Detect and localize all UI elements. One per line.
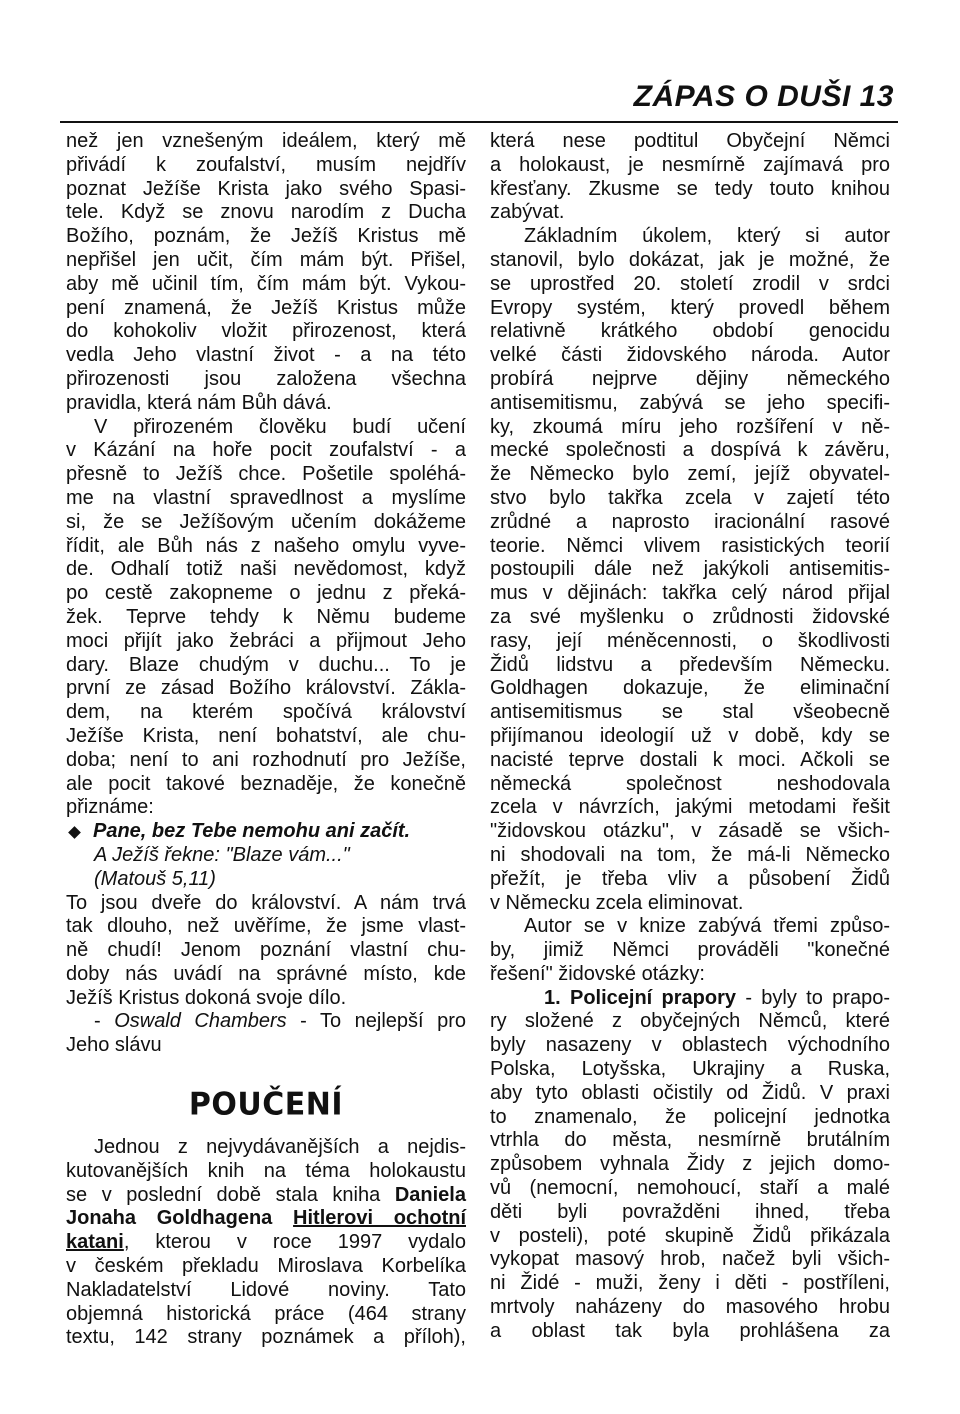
text-line: zrůdné a naprosto iracionální rasové [490,510,890,533]
text-line: teorie. Němci vlivem rasistických teorií [490,534,890,557]
text-line: mrtvoly naházeny do masového hrobu [490,1296,890,1319]
right-paragraph-1 [490,130,890,225]
text-line: vedla Jeho vlastní život - a na této [66,344,466,367]
text-line: řídit, ale Bůh nás z našeho omylu vyve- [66,534,466,557]
right-paragraph-2 [490,225,890,915]
text-line: byly nasazeny v oblastech východního [490,1034,890,1057]
text-line: pravidla, která nám Bůh dává. [66,391,332,414]
text-line: "židovskou otázku", v zásadě se všich- [490,820,890,843]
text-line: přirozenosti jsou založena všechna [66,367,466,390]
text-line: ni shodovali na tom, že má-li Německo [490,843,890,866]
text-line: to znamenalo, že policejní jednotka [490,1105,890,1128]
attribution-line [66,1010,466,1034]
text-line: v českém překladu Miroslava Korbelíka [66,1255,466,1278]
text-line: poznat Ježíše Krista jako svého Spasi- [66,177,466,200]
book-title: katani [66,1231,124,1254]
bullet-text: Pane, bez Tebe nemohu ani začít. [93,820,411,843]
text-line: než jen vznešeným ideálem, který mě [66,130,466,152]
text-line: rasy, její méněcennosti, o škodlivosti [490,629,890,652]
quote-line: A Ježíš řekne: "Blaze vám..." [94,843,350,866]
text-line: ry složené z obyčejných Němců, které [490,1010,890,1033]
text-line: pení znamená, že Ježíš Kristus může [66,296,466,319]
text-line: vů (nemocní, nemohoucí, staří a malé [490,1177,890,1200]
text-line: a oblast tak byla prohlášena za [490,1319,890,1342]
text-line: dary. Blaze chudým v duchu... To je [66,653,466,676]
text-line: první ze zásad Božího království. Zákla- [66,677,466,700]
text-line: ně chudí! Jenom poznání vlastní chu- [66,939,466,962]
text-line: zcela v návrzích, jakými metodami řešit [490,796,890,819]
right-paragraph-4 [490,987,890,1344]
text-line: vtrhla do města, nesmírně brutálním [490,1129,890,1152]
text-line [490,987,890,1011]
attribution-line-2: Jeho slávu [66,1034,162,1057]
section-title: POUČENÍ [188,1086,344,1123]
text-line: do kohokoliv vložit přirozenost, která [66,320,466,343]
text-line: a holokaust, je nesmírně zajímavá pro [490,153,890,176]
text-line: dem, na kterém spočívá království [66,701,466,724]
text-line: antisemitismus se stal všeobecně [490,701,890,724]
book-title: Hitlerovi ochotní [293,1207,466,1230]
text-run: , kterou v roce 1997 vydalo [123,1231,466,1254]
text-line: přijímanou ideologií už v době, kdy se [490,724,890,747]
text-line: Ježíš Kristus dokoná svoje dílo. [66,986,347,1009]
text-line: doba; není to ani rozhodnutí pro Ježíše, [66,748,466,771]
header-rule [60,121,898,123]
attribution [66,1010,466,1058]
book-author: Daniela [394,1183,466,1206]
text-line: antisemitismu, zabývá se jeho specifi- [490,391,890,414]
text-line: Božího, poznám, že Ježíš Kristus mě [66,225,466,248]
text-line: přežít, je třeba vliv a působení Židů [490,867,890,890]
text-line: tele. Když se znovu narodím z Ducha [66,201,466,224]
text-line: německá společnost neshodovala [490,772,890,795]
text-line: ni Židé - muži, ženy i děti - postříleni, [490,1272,890,1295]
text-line: Evropy systém, který provedl během [490,296,890,319]
text-line: stvo bylo takřka zcela v zajetí této [490,486,890,509]
text-line: po cestě zakopneme o jednu z překá- [66,582,466,605]
text-line: vykopat masový hrob, načež byli všich- [490,1248,890,1271]
text-line: relativně krátkého období genocidu [490,320,890,343]
text-line: v Německu zcela eliminovat. [490,891,744,914]
text-line: ale pocit takové beznaděje, že konečně [66,772,466,795]
text-line: Ježíše Krista, není bohatství, ale chu- [66,724,466,747]
text-line: To jsou dveře do království. A nám trvá [66,891,466,914]
text-line: objemná historická práce (464 strany [66,1302,466,1325]
page-header-title: ZÁPAS O DUŠI 13 [633,80,894,113]
text-line: nepřišel jen učit, čím mám být. Přišel, [66,248,466,271]
text-line: Základním úkolem, který si autor [524,225,890,248]
text-line: Polska, Lotyšska, Ukrajiny a Ruska, [490,1058,890,1081]
right-column [490,130,890,1344]
text-line: tak dlouho, než uvěříme, že jsme vlast- [66,915,466,938]
book-author: Jonaha Goldhagena [66,1207,294,1230]
text-line: mecké společnosti a dospívá k závěru, [490,439,890,462]
text-line: Goldhagen dokazuje, že eliminační [490,677,890,700]
text-line: textu, 142 strany poznámek a příloh), [66,1326,466,1349]
text-run: - byly to prapo- [736,986,890,1009]
left-paragraph-2 [66,416,466,821]
text-line: probírá nejprve dějiny německého [490,367,890,390]
text-line [66,1184,466,1208]
text-line: stanovil, bylo dokázat, jak je možné, že [490,248,890,271]
text-line: způsobem vyhnala Židy z jejich domo- [490,1153,890,1176]
attribution-author: Oswald Chambers [114,1010,287,1033]
left-paragraph-1 [66,130,466,416]
text-line: by, jimiž Němci prováděli "konečné [490,939,890,962]
text-line: děti byli povražděni ihned, třeba [490,1200,890,1223]
diamond-bullet-icon [68,826,81,839]
attribution-rest: - To nejlepší pro [286,1010,466,1033]
bullet-prayer [66,820,466,844]
text-line: Jednou z nejvydávanějších a nejdis- [94,1136,466,1159]
text-line [66,1207,466,1231]
right-paragraph-3 [490,915,890,986]
text-line: si, že se Ježíšovým učením dokážeme [66,510,466,533]
attribution-dash: - [94,1010,115,1033]
text-line: aby mě učinil tím, čím mám být. Vykou- [66,272,466,295]
left-column [66,130,466,1350]
text-line: Nakladatelství Lidové noviny. Tato [66,1278,466,1301]
text-line: Židů lidstvu a především Německu. [490,653,890,676]
text-line: kutovanějších knih na téma holokaustu [66,1159,466,1182]
text-line: mus v dějinách: takřka celý národ přijal [490,582,890,605]
text-line: přivádí k zoufalství, musím nejdřív [66,153,466,176]
text-run: se v poslední době stala kniha [66,1183,395,1206]
text-line: křesťany. Zkusme se tedy touto knihou [490,177,890,200]
text-line: v posteli), poté skupině Židů přikázala [490,1224,890,1247]
text-line: moci přijít jako žebráci a přijmout Jeho [66,629,466,652]
text-line: ky, zkoumá míru jeho rozšíření v ně- [490,415,890,438]
text-line: V přirozeném člověku budí učení [94,415,466,438]
text-line: že Německo bylo zemí, jejíž obyvatel- [490,463,890,486]
text-line: doby nás uvádí na správné místo, kde [66,962,466,985]
text-line: postoupili dále než jakýkoli antisemitis- [490,558,890,581]
text-line: me na vlastní spravedlnost a myslíme [66,486,466,509]
left-paragraph-4 [66,1136,466,1350]
text-line: řešení" židovské otázky: [490,962,705,985]
left-paragraph-3 [66,892,466,1011]
text-line [66,1231,466,1255]
text-line: Autor se v knize zabývá třemi způso- [524,915,890,938]
text-line: za své myšlenku o zrůdnosti židovské [490,605,890,628]
text-line: aby tyto oblasti očistily od Židů. V praxi [490,1081,890,1104]
text-line: která nese podtitul Obyčejní Němci [490,130,890,152]
text-line: přiznáme: [66,796,154,819]
item-heading: 1. Policejní prapory [544,986,737,1009]
text-line: nacisté teprve dostali k moci. Ačkoli se [490,748,890,771]
text-line: zabývat. [490,201,565,224]
text-line: velké části židovského národa. Autor [490,344,890,367]
quote-reference: (Matouš 5,11) [94,867,216,890]
text-line: v Kázání na hoře pocit zoufalství - a [66,439,466,462]
text-line: žek. Teprve tehdy k Němu budeme [66,605,466,628]
text-line: de. Odhalí totiž naši nevědomost, když [66,558,466,581]
text-line: přesně to Ježíš chce. Pošetile spoléhá- [66,463,466,486]
text-line: se uprostřed 20. století zrodil v srdci [490,272,890,295]
